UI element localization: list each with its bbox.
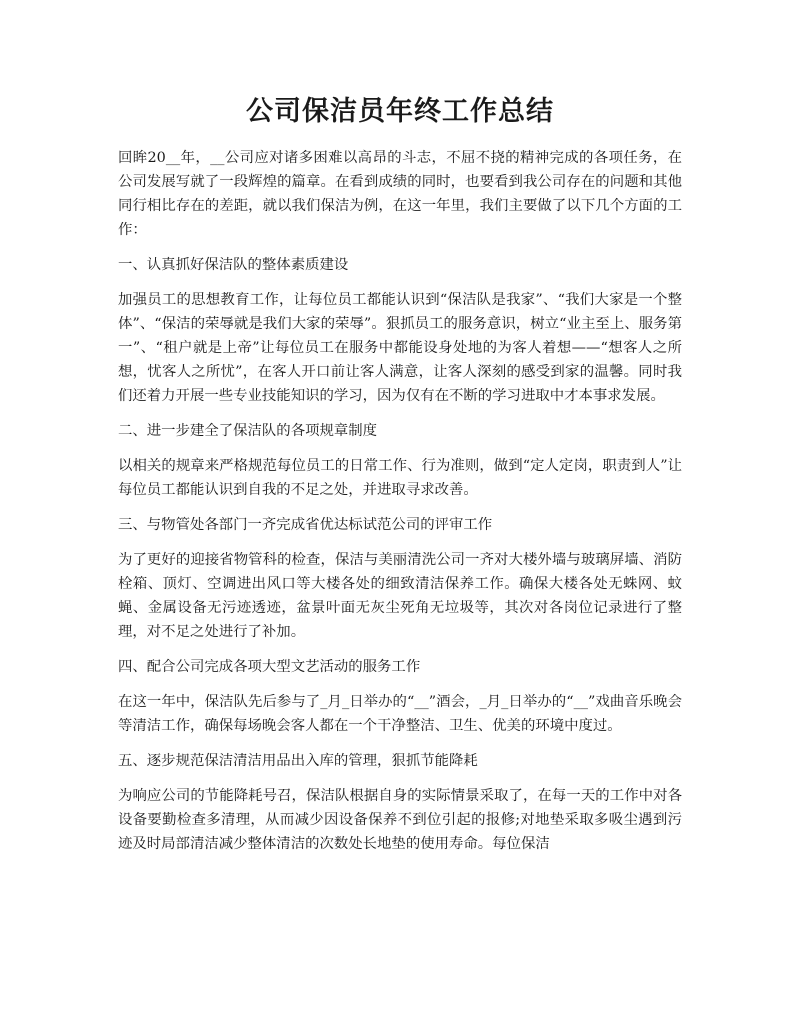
document-page — [118, 92, 682, 867]
section-body-4: 在这一年中，保洁队先后参与了_月_日举办的“__”酒会，_月_日举办的“__”戏曲音乐晚会等清洁工作，确保每场晚会客人都在一个干净整洁、卫生、优美的环境中度过。 — [118, 694, 682, 734]
section-heading-3: 三、与物管处各部门一齐完成省优达标试范公司的评审工作 — [118, 517, 493, 533]
intro-paragraph: 回眸20__年，__公司应对诸多困难以高昂的斗志，不屈不挠的精神完成的各项任务，在公司发展写就了一段辉煌的篇章。在看到成绩的同时，也要看到我公司存在的问题和其他同行相比存在的差距，就以我们保洁为例，在这一年里，我们主要做了以下几个方面的工作： — [118, 150, 682, 238]
section-heading-4: 四、配合公司完成各项大型文艺活动的服务工作 — [118, 659, 421, 675]
document-title: 公司保洁员年终工作总结 — [246, 96, 554, 127]
section-heading-1: 一、认真抓好保洁队的整体素质建设 — [118, 257, 349, 273]
section-body-1: 加强员工的思想教育工作，让每位员工都能认识到“保洁队是我家”、“我们大家是一个整体”、“保洁的荣辱就是我们大家的荣辱”。狠抓员工的服务意识，树立“业主至上、服务第一”、“租户就是上帝”让每位员工在服务中都能设身处地的为客人着想——“想客人之所想，忧客人之所忧”，在客人开口前让客人满意，让客人深刻的感受到家的温馨。同时我们还着力开展一些专业技能知识的学习，因为仅有在不断的学习进取中才本事求发展。 — [118, 292, 682, 404]
section-heading-2: 二、进一步建全了保洁队的各项规章制度 — [118, 423, 378, 439]
section-body-2: 以相关的规章来严格规范每位员工的日常工作、行为准则，做到“定人定岗，职责到人”让每位员工都能认识到自我的不足之处，并进取寻求改善。 — [118, 458, 682, 498]
section-heading-5: 五、逐步规范保洁清洁用品出入库的管理，狠抓节能降耗 — [118, 753, 478, 769]
section-body-5: 为响应公司的节能降耗号召，保洁队根据自身的实际情景采取了，在每一天的工作中对各设备要勤检查多清理，从而减少因设备保养不到位引起的报修;对地垫采取多吸尘遇到污迹及时局部清洁减少整体清洁的次数处长地垫的使用寿命。每位保洁 — [118, 788, 682, 852]
section-body-3: 为了更好的迎接省物管科的检查，保洁与美丽清洗公司一齐对大楼外墙与玻璃屏墙、消防栓箱、顶灯、空调进出风口等大楼各处的细致清洁保养工作。确保大楼各处无蛛网、蚊蝇、金属设备无污迹透迹，盆景叶面无灰尘死角无垃圾等，其次对各岗位记录进行了整理，对不足之处进行了补加。 — [118, 552, 682, 640]
